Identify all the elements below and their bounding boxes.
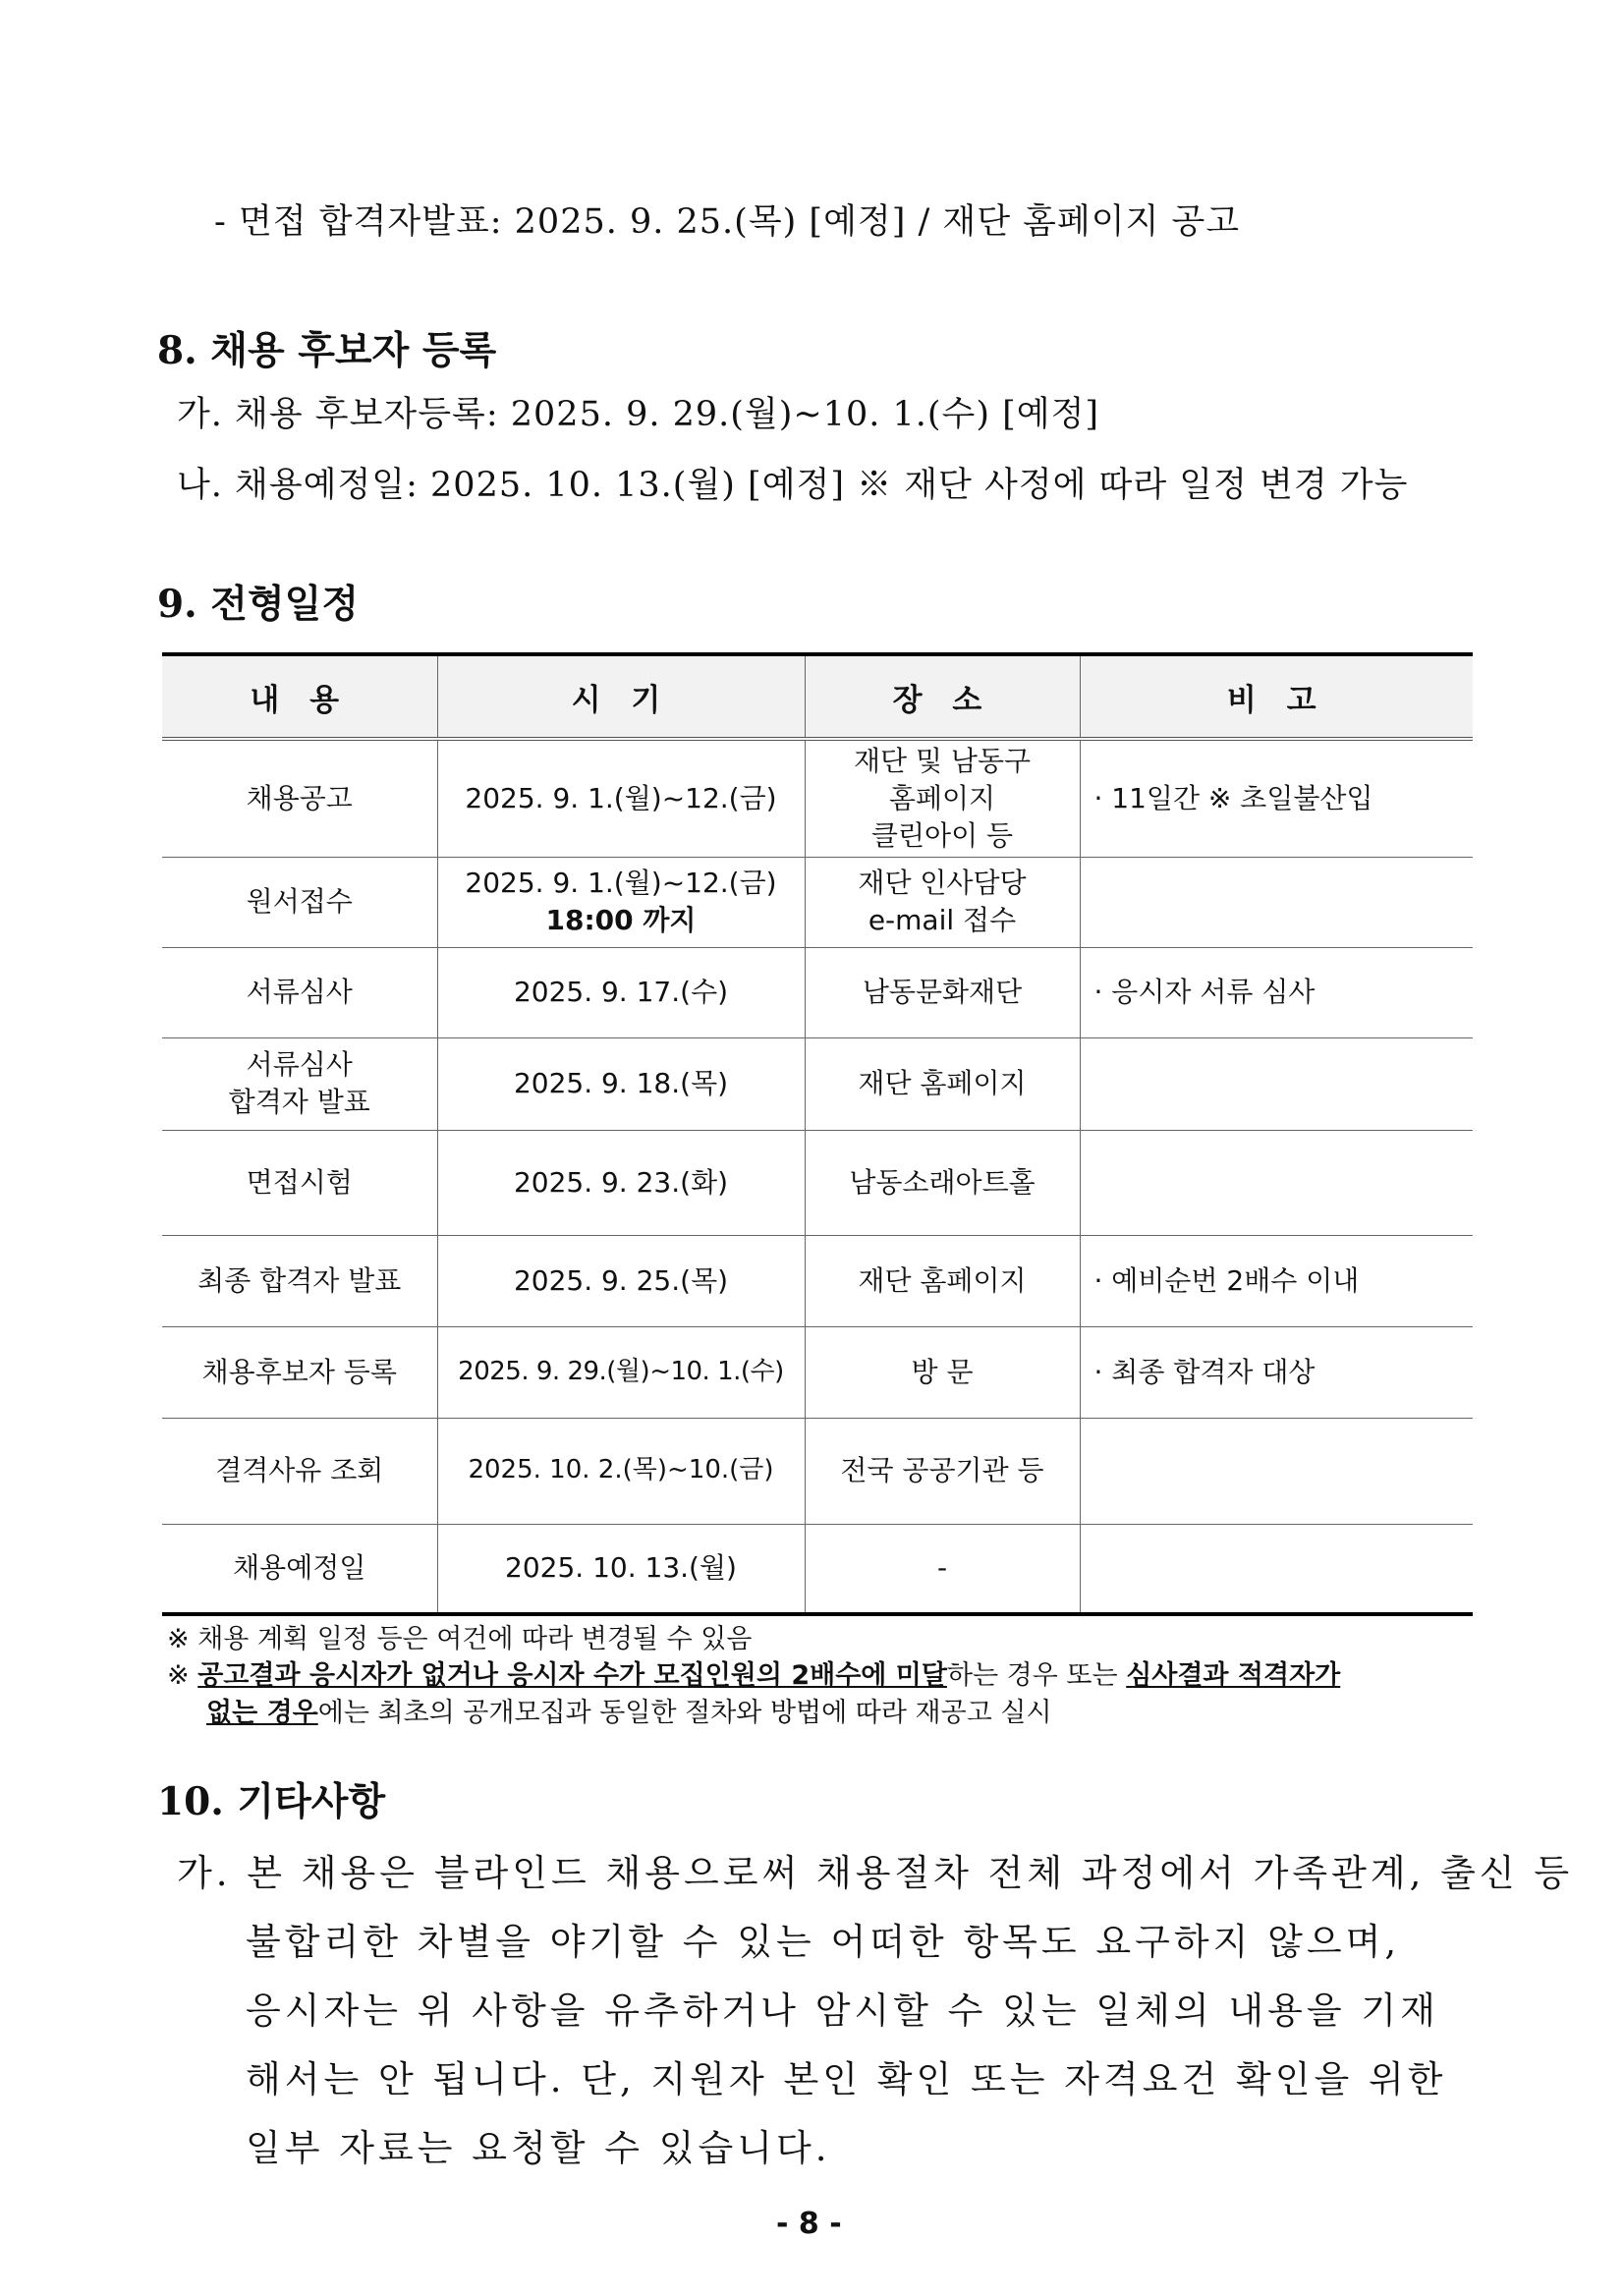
section-10-title: 10. 기타사항 bbox=[157, 1779, 386, 1824]
cell-place: - bbox=[805, 1524, 1080, 1614]
schedule-note-1: ※ 채용 계획 일정 등은 여건에 따라 변경될 수 있음 bbox=[167, 1624, 753, 1654]
place-line: e-mail 접수 bbox=[868, 904, 1017, 936]
cell-remark: · 응시자 서류 심사 bbox=[1080, 947, 1473, 1037]
note-suffix: 에는 최초의 공개모집과 동일한 절차와 방법에 따라 재공고 실시 bbox=[317, 1698, 1052, 1728]
table-row bbox=[162, 739, 1473, 857]
period-line: 2025. 9. 1.(월)~12.(금) bbox=[465, 867, 777, 900]
content-line: 서류심사 bbox=[246, 1048, 353, 1082]
header-period: 시 기 bbox=[437, 654, 805, 739]
cell-place bbox=[805, 857, 1080, 947]
cell-content: 채용예정일 bbox=[162, 1524, 437, 1614]
cell-content: 원서접수 bbox=[162, 857, 437, 947]
cell-period: 2025. 10. 13.(월) bbox=[437, 1524, 805, 1614]
content-line: 합격자 발표 bbox=[228, 1086, 370, 1118]
section-9-title: 9. 전형일정 bbox=[157, 582, 359, 627]
cell-content: 채용후보자 등록 bbox=[162, 1326, 437, 1418]
cell-remark: · 최종 합격자 대상 bbox=[1080, 1326, 1473, 1418]
section-8-title: 8. 채용 후보자 등록 bbox=[157, 328, 497, 373]
cell-content: 서류심사 bbox=[162, 947, 437, 1037]
schedule-note-2 bbox=[167, 1653, 1340, 1692]
note-middle: 하는 경우 또는 bbox=[946, 1660, 1127, 1691]
cell-content: 결격사유 조회 bbox=[162, 1418, 437, 1524]
table-row bbox=[162, 1326, 1473, 1418]
table-row bbox=[162, 1130, 1473, 1235]
page-number: - 8 - bbox=[776, 2207, 842, 2241]
cell-place: 재단 홈페이지 bbox=[805, 1037, 1080, 1130]
cell-place: 남동소래아트홀 bbox=[805, 1130, 1080, 1235]
section-8-item-1: 가. 채용 후보자등록: 2025. 9. 29.(월)~10. 1.(수) [예정] bbox=[177, 395, 1100, 434]
place-line: 홈페이지 bbox=[888, 781, 996, 814]
table-row bbox=[162, 1418, 1473, 1524]
table-row bbox=[162, 857, 1473, 947]
table-row bbox=[162, 1235, 1473, 1326]
cell-period: 2025. 9. 29.(월)~10. 1.(수) bbox=[437, 1326, 805, 1418]
cell-place: 방 문 bbox=[805, 1326, 1080, 1418]
header-place: 장 소 bbox=[805, 654, 1080, 739]
cell-remark bbox=[1080, 1418, 1473, 1524]
table-row bbox=[162, 947, 1473, 1037]
cell-remark bbox=[1080, 857, 1473, 947]
place-line: 재단 및 남동구 bbox=[853, 745, 1032, 778]
cell-place: 전국 공공기관 등 bbox=[805, 1418, 1080, 1524]
note-underline-1: 공고결과 응시자가 없거나 응시자 수가 모집인원의 2배수에 미달 bbox=[197, 1660, 947, 1691]
table-row bbox=[162, 1037, 1473, 1130]
header-remark: 비 고 bbox=[1080, 654, 1473, 739]
cell-period: 2025. 9. 1.(월)~12.(금) bbox=[437, 739, 805, 857]
cell-remark: · 예비순번 2배수 이내 bbox=[1080, 1235, 1473, 1326]
header-content: 내 용 bbox=[162, 654, 437, 739]
period-deadline: 18:00 까지 bbox=[545, 904, 697, 936]
place-line: 재단 인사담당 bbox=[858, 867, 1027, 900]
cell-remark bbox=[1080, 1524, 1473, 1614]
cell-period bbox=[437, 857, 805, 947]
cell-place bbox=[805, 739, 1080, 857]
table-header-row bbox=[162, 654, 1473, 739]
section-10-line-2: 불합리한 차별을 야기할 수 있는 어떠한 항목도 요구하지 않으며, bbox=[246, 1921, 1401, 1963]
note-prefix: ※ bbox=[167, 1660, 198, 1691]
cell-remark bbox=[1080, 1037, 1473, 1130]
cell-content: 채용공고 bbox=[162, 739, 437, 857]
note-underline-3: 없는 경우 bbox=[206, 1698, 318, 1728]
section-8-item-2: 나. 채용예정일: 2025. 10. 13.(월) [예정] ※ 재단 사정에 따라 일정 변경 가능 bbox=[177, 466, 1409, 505]
cell-content bbox=[162, 1037, 437, 1130]
section-10-line-5: 일부 자료는 요청할 수 있습니다. bbox=[246, 2127, 831, 2169]
section-10-line-3: 응시자는 위 사항을 유추하거나 암시할 수 있는 일체의 내용을 기재 bbox=[246, 1989, 1439, 2032]
schedule-table bbox=[162, 652, 1473, 1616]
cell-content: 최종 합격자 발표 bbox=[162, 1235, 437, 1326]
cell-place: 재단 홈페이지 bbox=[805, 1235, 1080, 1326]
cell-place: 남동문화재단 bbox=[805, 947, 1080, 1037]
cell-content: 면접시험 bbox=[162, 1130, 437, 1235]
cell-period: 2025. 9. 17.(수) bbox=[437, 947, 805, 1037]
note-underline-2: 심사결과 적격자가 bbox=[1126, 1660, 1341, 1691]
cell-period: 2025. 9. 23.(화) bbox=[437, 1130, 805, 1235]
cell-period: 2025. 10. 2.(목)~10.(금) bbox=[437, 1418, 805, 1524]
section-10-line-4: 해서는 안 됩니다. 단, 지원자 본인 확인 또는 자격요건 확인을 위한 bbox=[246, 2058, 1447, 2100]
cell-remark: · 11일간 ※ 초일불산입 bbox=[1080, 739, 1473, 857]
cell-period: 2025. 9. 25.(목) bbox=[437, 1235, 805, 1326]
schedule-note-2-continued bbox=[206, 1691, 1052, 1729]
interview-announcement: - 면접 합격자발표: 2025. 9. 25.(목) [예정] / 재단 홈페이지 공고 bbox=[214, 202, 1241, 242]
place-line: 클린아이 등 bbox=[870, 818, 1014, 852]
table-row bbox=[162, 1524, 1473, 1614]
cell-remark bbox=[1080, 1130, 1473, 1235]
cell-period: 2025. 9. 18.(목) bbox=[437, 1037, 805, 1130]
section-10-line-1: 가. 본 채용은 블라인드 채용으로써 채용절차 전체 과정에서 가족관계, 출신 등 bbox=[177, 1852, 1574, 1894]
